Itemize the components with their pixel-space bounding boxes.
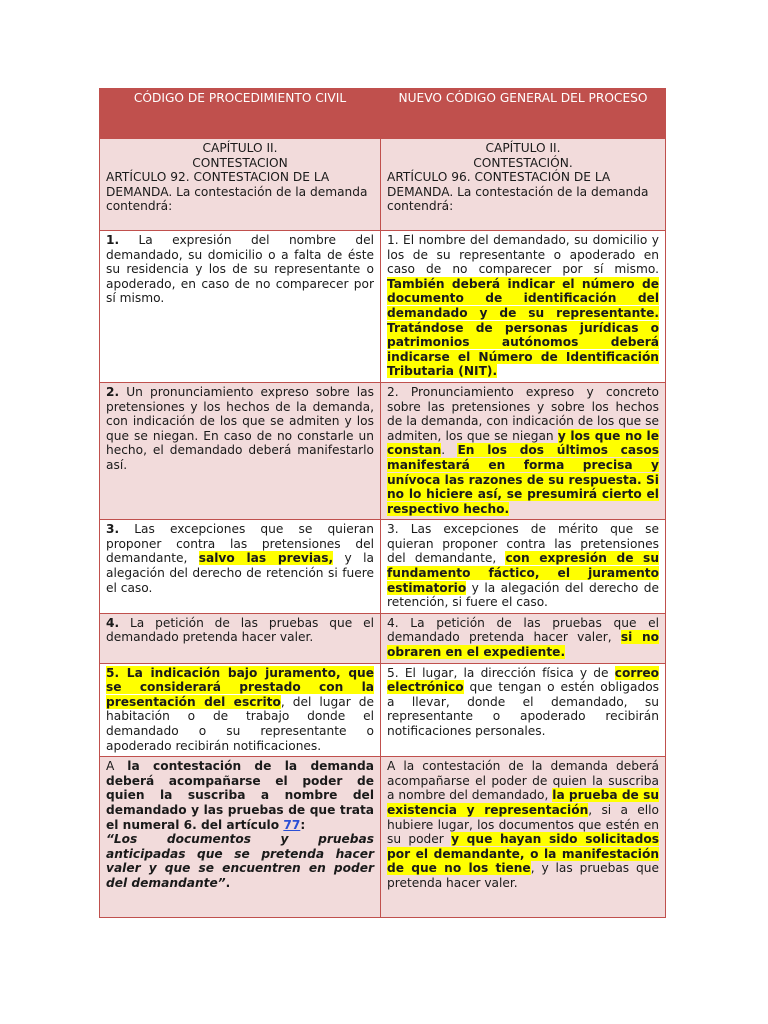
cell-right-chapter [381, 139, 666, 231]
item-text: . [441, 443, 458, 458]
item-text: y la alegación del derecho de retención si fuere el caso. [106, 551, 374, 595]
item-number: 1. [106, 233, 120, 247]
cell-left-attachments [100, 757, 381, 918]
header-right-cgp [381, 89, 666, 139]
item-text: A [106, 759, 128, 774]
section-title: CONTESTACION [192, 155, 288, 170]
article-heading: ARTÍCULO 92. CONTESTACION DE LA DEMANDA. La contestación de la demanda contendrá: [106, 170, 368, 214]
bold-text: . [225, 875, 231, 890]
table-row-item-1 [100, 231, 666, 383]
cell-left-item-2 [100, 382, 381, 519]
item-text: 5. El lugar, la dirección física y de [387, 665, 615, 680]
item-text: 3. Las excepciones de mérito que se quieran proponer contra las pretensiones del demandante, [387, 522, 659, 566]
item-text: y la alegación del derecho de retención, si fuere el caso. [387, 580, 659, 610]
quoted-text: “Los documentos y pruebas anticipadas que se pretenda hacer valer y que se encuentren en poder del demandante” [106, 832, 374, 890]
comparison-table [99, 88, 666, 918]
highlighted-text: En los dos últimos casos manifestará en forma precisa y unívoca las razones de su respuesta. Si no lo hiciere así, se presumirá cierto el respectivo hecho. [387, 443, 659, 516]
cell-right-attachments [381, 757, 666, 918]
table-row-chapter [100, 139, 666, 231]
item-text: Un pronunciamiento expreso sobre las pretensiones y los hechos de la demanda, con indicación de los que se admiten y los que se niegan. En caso de no constarle un hecho, el demandado deberá manifestarlo así. [106, 384, 374, 472]
cell-right-item-5 [381, 663, 666, 757]
item-number: 2. [106, 384, 120, 399]
item-text: 2. Pronunciamiento expreso y concreto sobre las pretensiones y sobre los hechos de la demanda, con indicación de los que se admiten, los que se niegan [387, 384, 659, 443]
cell-left-chapter [100, 139, 381, 231]
item-text: Las excepciones que se quieran proponer contra las pretensiones del demandante, [106, 522, 374, 566]
item-number: 4. [106, 615, 120, 630]
item-text: 1. El nombre del demandado, su domicilio y los de su representante o apoderado en caso de no comparecer por sí mismo. [387, 233, 659, 277]
cell-left-item-3 [100, 520, 381, 614]
table-row-item-4 [100, 613, 666, 663]
highlighted-text: salvo las previas, [198, 551, 334, 566]
cell-left-item-4 [100, 613, 381, 663]
highlighted-text: También deberá indicar el número de documento de identificación del demandado y de su representante. Tratándose de personas jurídicas o patrimonios autónomos deberá indicarse el Número de Identificación Tributaria (NIT). [387, 276, 659, 379]
cell-right-item-4 [381, 613, 666, 663]
highlighted-text: y los que no le constan [387, 428, 659, 458]
article-heading: ARTÍCULO 96. CONTESTACIÓN DE LA DEMANDA. La contestación de la demanda contendrá: [387, 170, 649, 214]
table-header-row [100, 89, 666, 139]
item-text: A la contestación de la demanda deberá acompañarse el poder de quien la suscriba a nombre del demandado, [387, 759, 659, 803]
item-text: La expresión del nombre del demandado, su domicilio o a falta de éste su residencia y los de su representante o apoderado, en caso de no comparecer por sí mismo. [106, 233, 374, 306]
header-left-label: CÓDIGO DE PROCEDIMIENTO CIVIL [133, 91, 347, 105]
article-77-link[interactable]: 77 [283, 817, 301, 832]
item-text: , del lugar de habitación o de trabajo donde el demandado o su representante o apoderado recibirán notificaciones. [106, 694, 375, 753]
table-row-attachments [100, 757, 666, 918]
highlighted-text: correo electrónico [387, 665, 659, 695]
table-row-item-5 [100, 663, 666, 757]
bold-text: : [300, 817, 306, 832]
item-text: La petición de las pruebas que el demandado pretenda hacer valer. [106, 615, 374, 645]
highlighted-text: la prueba de su existencia y representación [387, 788, 659, 817]
cell-left-item-1 [100, 231, 381, 383]
highlighted-text: 5. La indicación bajo juramento, que se considerará prestado con la presentación del escrito [106, 665, 374, 709]
bold-text: la contestación de la demanda deberá acompañarse el poder de quien la suscriba a nombre del demandado y las pruebas de que trata el numeral 6. del artículo [106, 759, 374, 832]
item-text: , y las pruebas que pretenda hacer valer. [387, 861, 659, 890]
cell-right-item-1 [381, 231, 666, 383]
highlighted-text: con expresión de su fundamento fáctico, el juramento estimatorio [387, 551, 659, 595]
item-text: que tengan o estén obligados a llevar, donde el demandado, su representante o apoderado recibirán notificaciones personales. [387, 680, 659, 738]
header-right-label: NUEVO CÓDIGO GENERAL DEL PROCESO [398, 91, 648, 105]
item-text: 4. La petición de las pruebas que el demandado pretenda hacer valer, [387, 615, 659, 645]
highlighted-text: si no obraren en el expediente. [387, 630, 659, 660]
cell-right-item-2 [381, 382, 666, 519]
table-row-item-2 [100, 382, 666, 519]
item-text: , si a ello hubiere lugar, los documentos que estén en su poder [387, 802, 659, 847]
highlighted-text: y que hayan sido solicitados por el demandante, o la manifestación de que no los tiene [387, 832, 659, 876]
item-number: 3. [106, 522, 120, 537]
chapter-title: CAPÍTULO II. [485, 141, 561, 155]
cell-right-item-3 [381, 520, 666, 614]
section-title: CONTESTACIÓN. [473, 155, 573, 170]
chapter-title: CAPÍTULO II. [202, 141, 278, 155]
table-row-item-3 [100, 520, 666, 614]
cell-left-item-5 [100, 663, 381, 757]
header-left-cpc [100, 89, 381, 139]
